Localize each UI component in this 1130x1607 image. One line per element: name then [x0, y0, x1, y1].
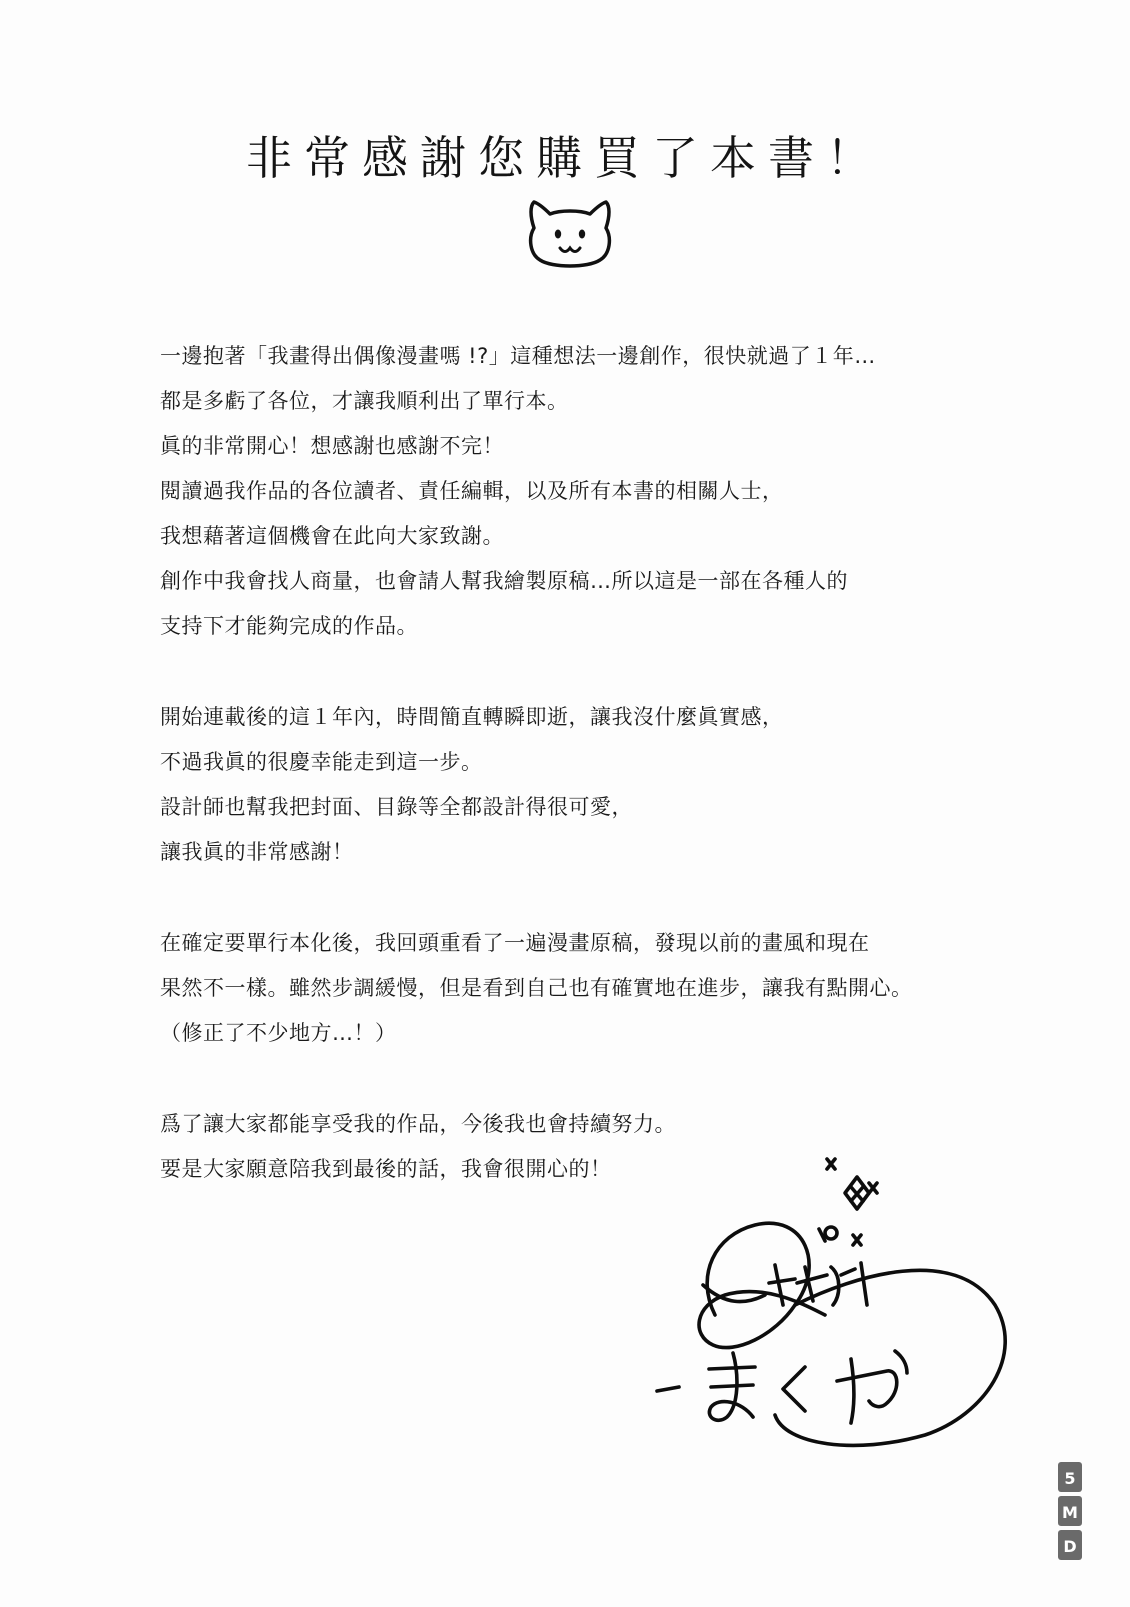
text-line: 眞的非常開心！想感謝也感謝不完！ [160, 434, 504, 458]
paragraph-3 [160, 921, 1040, 1056]
text-line: 要是大家願意陪我到最後的話，我會很開心的！ [160, 1157, 612, 1181]
cat-face-icon [520, 198, 620, 270]
text-line: 開始連載後的這１年內，時間簡直轉瞬即逝，讓我沒什麼眞實感， [160, 705, 784, 729]
text-line: 閱讀過我作品的各位讀者、責任編輯，以及所有本書的相關人士， [160, 479, 784, 503]
text-line: 都是多虧了各位，才讓我順利出了單行本。 [160, 389, 569, 413]
text-line: 創作中我會找人商量，也會請人幫我繪製原稿…所以這是一部在各種人的 [160, 569, 848, 593]
svg-text:M: M [1062, 1503, 1078, 1522]
text-line: 讓我眞的非常感謝！ [160, 840, 354, 864]
svg-text:5: 5 [1064, 1469, 1076, 1488]
text-line: 在確定要單行本化後，我回頭重看了一遍漫畫原稿，發現以前的畫風和現在 [160, 931, 870, 955]
afterword-body [160, 334, 1040, 1238]
handwritten-signature [655, 1155, 1015, 1460]
site-watermark [1052, 1418, 1092, 1568]
text-line: 支持下才能夠完成的作品。 [160, 614, 418, 638]
text-line: 不過我眞的很慶幸能走到這一步。 [160, 750, 483, 774]
text-line: （修正了不少地方…！） [160, 1021, 397, 1045]
text-line: 果然不一樣。雖然步調緩慢，但是看到自己也有確實地在進步，讓我有點開心。 [160, 976, 913, 1000]
text-line: 設計師也幫我把封面、目錄等全都設計得很可愛， [160, 795, 633, 819]
page-title: 非常感謝您購買了本書！ [246, 131, 884, 185]
svg-text:D: D [1063, 1537, 1077, 1556]
text-line: 我想藉著這個機會在此向大家致謝。 [160, 524, 504, 548]
paragraph-1 [160, 334, 1040, 649]
text-line: 爲了讓大家都能享受我的作品，今後我也會持續努力。 [160, 1112, 676, 1136]
text-line: 一邊抱著「我畫得出偶像漫畫嗎 !?」這種想法一邊創作，很快就過了１年… [160, 344, 876, 368]
paragraph-2 [160, 695, 1040, 875]
